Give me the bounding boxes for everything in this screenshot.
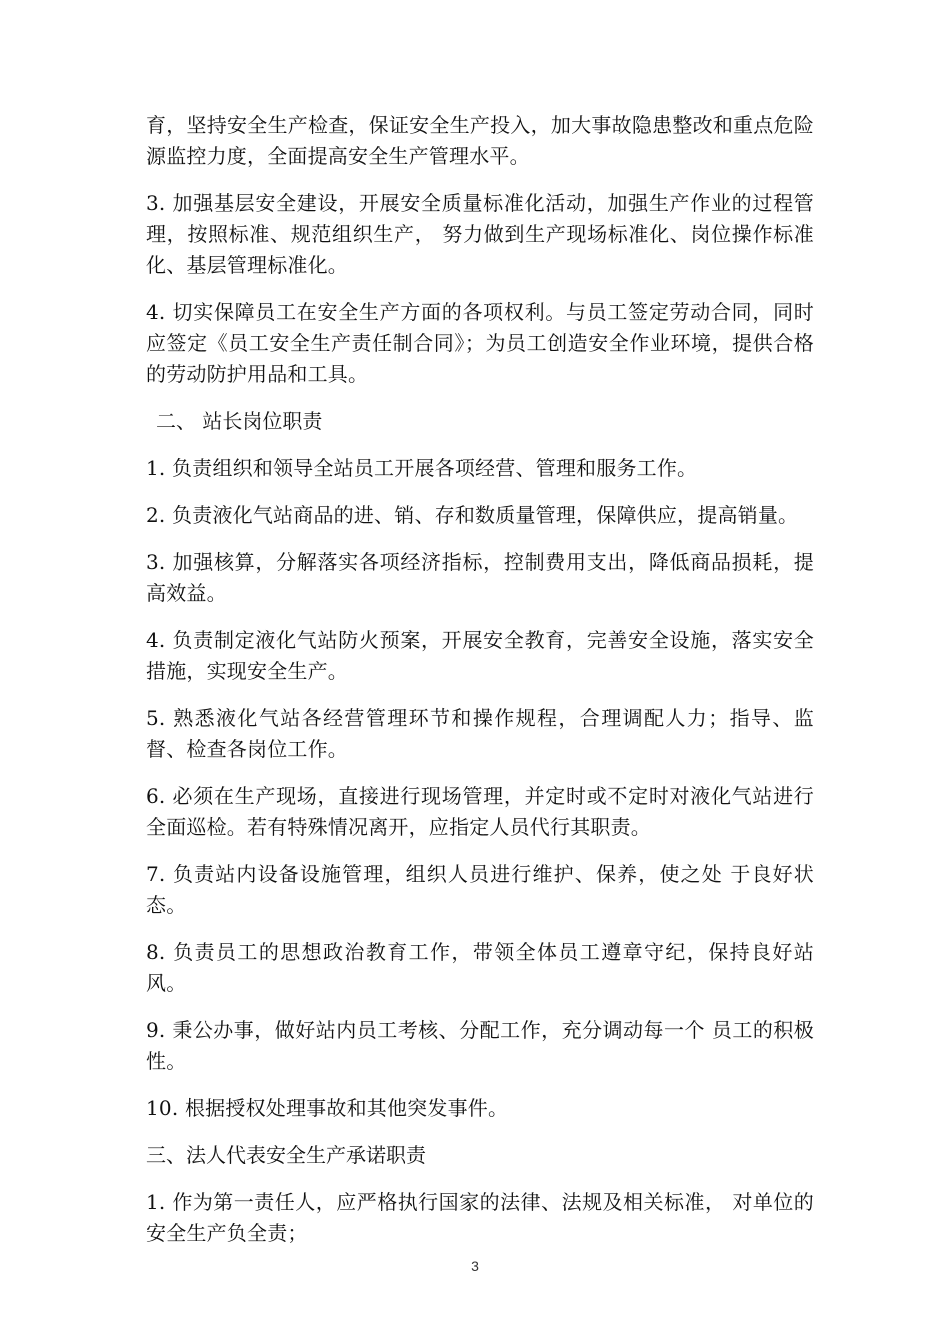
section-2-item-8: 8. 负责员工的思想政治教育工作，带领全体员工遵章守纪，保持良好站风。 (146, 940, 814, 995)
section-3-item-1: 1. 作为第一责任人，应严格执行国家的法律、法规及相关标准， 对单位的安全生产负全责； (146, 1190, 814, 1245)
section-2-item-3: 3. 加强核算，分解落实各项经济指标，控制费用支出，降低商品损耗，提高效益。 (146, 550, 814, 605)
page-number: 3 (471, 1258, 479, 1274)
section-2-item-10: 10. 根据授权处理事故和其他突发事件。 (146, 1096, 509, 1120)
section-2-item-7: 7. 负责站内设备设施管理，组织人员进行维护、保养，使之处 于良好状态。 (146, 862, 814, 917)
paragraph-item-3: 3. 加强基层安全建设，开展安全质量标准化活动，加强生产作业的过程管理，按照标准、规范组织生产， 努力做到生产现场标准化、岗位操作标准化、基层管理标准化。 (146, 191, 814, 277)
paragraph-item-4: 4. 切实保障员工在安全生产方面的各项权利。与员工签定劳动合同，同时应签定《员工安全生产责任制合同》；为员工创造安全作业环境，提供合格的劳动防护用品和工具。 (146, 300, 814, 386)
section-2-item-4: 4. 负责制定液化气站防火预案，开展安全教育，完善安全设施，落实安全措施，实现安全生产。 (146, 628, 814, 683)
section-2-item-9: 9. 秉公办事，做好站内员工考核、分配工作，充分调动每一个 员工的积极性。 (146, 1018, 814, 1073)
section-3-heading: 三、法人代表安全生产承诺职责 (146, 1143, 426, 1167)
section-2-item-6: 6. 必须在生产现场，直接进行现场管理，并定时或不定时对液化气站进行全面巡检。若有特殊情况离开，应指定人员代行其职责。 (146, 784, 814, 839)
section-2-heading: 二、 站长岗位职责 (156, 409, 323, 433)
section-2-item-5: 5. 熟悉液化气站各经营管理环节和操作规程，合理调配人力；指导、监督、检查各岗位工作。 (146, 706, 814, 761)
paragraph-continuation: 育，坚持安全生产检查，保证安全生产投入，加大事故隐患整改和重点危险源监控力度，全面提高安全生产管理水平。 (146, 113, 814, 168)
section-2-item-1: 1. 负责组织和领导全站员工开展各项经营、管理和服务工作。 (146, 456, 698, 480)
section-2-item-2: 2. 负责液化气站商品的进、销、存和数质量管理，保障供应，提高销量。 (146, 503, 799, 527)
document-body (146, 110, 814, 1265)
